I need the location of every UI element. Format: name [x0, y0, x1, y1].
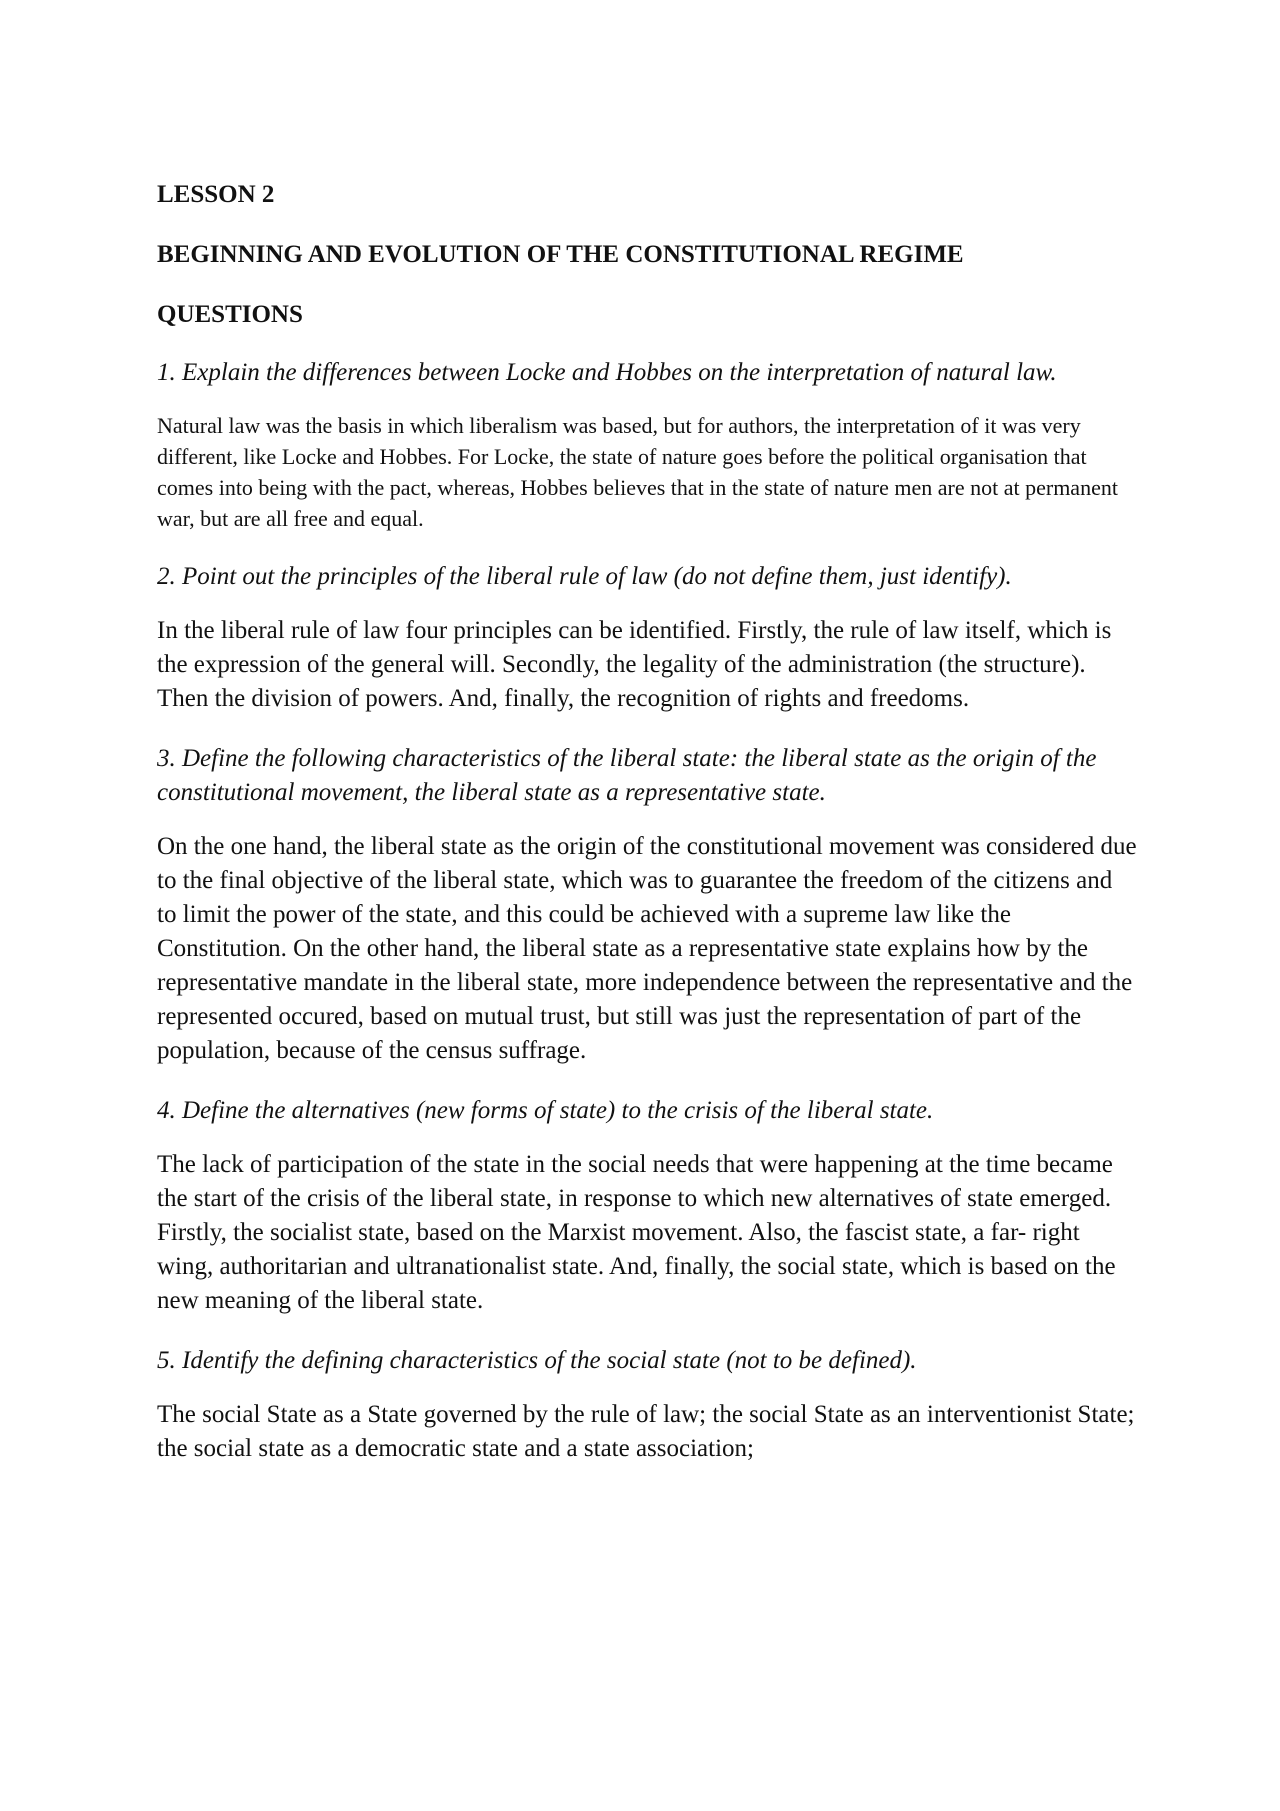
- answer-3: On the one hand, the liberal state as the origin of the constitutional movement was considered due to the final objective of the liberal state, which was to guarantee the freedom of the citizens and to limit the power of the state, and this could be achieved with a supreme law like the Constitution. On the other hand, the liberal state as a representative state explains how by the representative mandate in the liberal state, more independence between the representative and the represented occured, based on mutual trust, but still was just the representation of part of the population, because of the census suffrage.: [157, 833, 1137, 1064]
- question-5: 5. Identify the defining characteristics of the social state (not to be defined).: [157, 1347, 917, 1374]
- question-1: 1. Explain the differences between Locke and Hobbes on the interpretation of natural law.: [157, 359, 1057, 386]
- question-4: 4. Define the alternatives (new forms of state) to the crisis of the liberal state.: [157, 1097, 934, 1124]
- document-title: BEGINNING AND EVOLUTION OF THE CONSTITUTIONAL REGIME: [157, 241, 964, 268]
- answer-1: Natural law was the basis in which liberalism was based, but for authors, the interpretation of it was very different, like Locke and Hobbes. For Locke, the state of nature goes before the political organisation that comes into being with the pact, whereas, Hobbes believes that in the state of nature men are not at permanent war, but are all free and equal.: [157, 413, 1118, 531]
- lesson-label: LESSON 2: [157, 181, 275, 208]
- question-3: 3. Define the following characteristics of the liberal state: the liberal state as the origin of the constitutional movement, the liberal state as a representative state.: [157, 745, 1097, 806]
- answer-4: The lack of participation of the state in the social needs that were happening at the time became the start of the crisis of the liberal state, in response to which new alternatives of state emerged. Firstly, the socialist state, based on the Marxist movement. Also, the fascist state, a far- right wing, authoritarian and ultranationalist state. And, finally, the social state, which is based on the new meaning of the liberal state.: [157, 1151, 1116, 1314]
- answer-5: The social State as a State governed by the rule of law; the social State as an interventionist State; the social state as a democratic state and a state association;: [157, 1401, 1135, 1462]
- document-page: [157, 180, 1137, 1466]
- question-2: 2. Point out the principles of the liberal rule of law (do not define them, just identify).: [157, 563, 1012, 590]
- section-heading: QUESTIONS: [157, 301, 303, 328]
- answer-2: In the liberal rule of law four principles can be identified. Firstly, the rule of law itself, which is the expression of the general will. Secondly, the legality of the administration (the structure). Then the division of powers. And, finally, the recognition of rights and freedoms.: [157, 617, 1112, 712]
